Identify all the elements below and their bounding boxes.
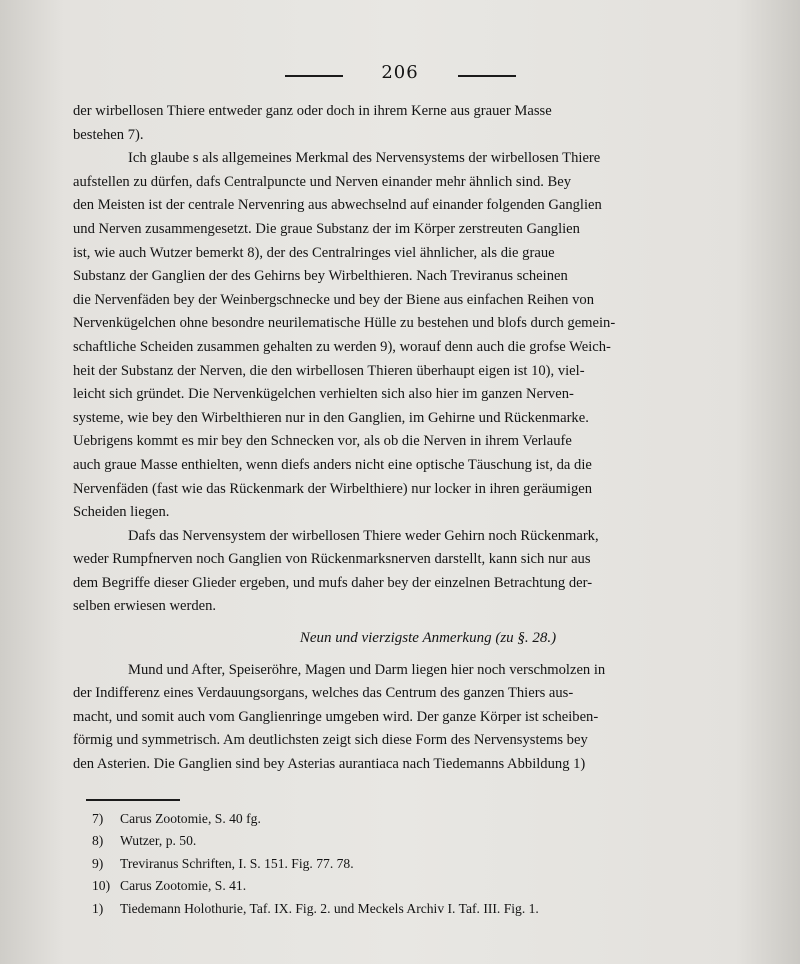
text-line: Mund und After, Speiseröhre, Magen und Darm liegen hier noch verschmolzen in [128,661,606,678]
footnote [92,853,772,875]
text-line: Ich glaube s als allgemeines Merkmal des Nervensystems der wirbellosen Thiere [128,150,601,167]
text-line: weder Rumpfnerven noch Ganglien von Rückenmarksnerven darstellt, kann sich nur aus [73,551,591,568]
text-line: dem Begriffe dieser Glieder ergeben, und mufs daher bey der einzelnen Betrachtung der- [73,574,593,591]
text-line: bestehen 7). [73,126,144,143]
header-rule-left [285,75,343,77]
footnote-text: Tiedemann Holothurie, Taf. IX. Fig. 2. und Meckels Archiv I. Taf. III. Fig. 1. [120,900,539,916]
footnote-rule [86,799,180,801]
page-number: 206 [381,62,419,83]
footnote [92,875,772,897]
footnotes [92,808,772,920]
footnote-text: Treviranus Schriften, I. S. 151. Fig. 77. 78. [120,855,354,871]
footnote-number: 7) [92,811,104,826]
text-line: und Nerven zusammengesetzt. Die graue Substanz der im Körper zerstreuten Ganglien [73,220,580,237]
footnote [92,808,772,830]
footnote-text: Carus Zootomie, S. 41. [120,878,247,894]
footnote-number: 9) [92,855,104,871]
paragraph-4 [73,659,783,777]
footnote-number: 1) [92,900,104,916]
main-text [73,100,783,777]
footnote-number: 8) [92,833,104,849]
text-line: aufstellen zu dürfen, dafs Centralpuncte und Nerven einander mehr ähnlich sind. Bey [73,173,572,190]
text-line: Scheiden liegen. [73,504,170,521]
text-line: selben erwiesen werden. [73,598,217,615]
text-line: die Nervenfäden bey der Weinbergschnecke und bey der Biene aus einfachen Reihen von [73,291,595,308]
paragraph-3 [73,525,783,619]
text-line: ist, wie auch Wutzer bemerkt 8), der des Centralringes viel ähnlicher, als die graue [73,244,555,261]
text-line: den Meisten ist der centrale Nervenring aus abwechselnd auf einander folgenden Ganglien [73,197,602,214]
text-line: Uebrigens kommt es mir bey den Schnecken vor, als ob die Nerven in ihrem Verlaufe [73,433,572,450]
text-line: systeme, wie bey den Wirbelthieren nur in den Ganglien, im Gehirne und Rückenmarke. [73,409,589,426]
text-line: schaftliche Scheiden zusammen gehalten zu werden 9), worauf denn auch die grofse Weich- [73,338,611,355]
footnote [92,830,772,852]
page-header [0,62,800,88]
text-line: auch graue Masse enthielten, wenn diefs anders nicht eine optische Täuschung ist, da die [73,456,592,473]
text-line: der wirbellosen Thiere entweder ganz oder doch in ihrem Kerne aus grauer Masse [73,103,552,119]
footnote-number: 10) [92,878,111,894]
text-line: Nervenfäden (fast wie das Rückenmark der Wirbelthiere) nur locker in ihren geräumigen [73,480,593,497]
text-line: heit der Substanz der Nerven, die den wirbellosen Thieren überhaupt eigen ist 10), viel- [73,362,585,379]
header-rule-right [458,75,516,77]
text-line: den Asterien. Die Ganglien sind bey Asterias aurantiaca nach Tiedemanns Abbildung 1) [73,756,586,773]
text-line: macht, und somit auch vom Ganglienringe umgeben wird. Der ganze Körper ist scheiben- [73,708,599,725]
paragraph-2 [73,147,783,525]
footnote [92,898,772,920]
text-line: der Indifferenz eines Verdauungsorgans, welches das Centrum des ganzen Thiers aus- [73,685,574,702]
text-line: Substanz der Ganglien der des Gehirns bey Wirbelthieren. Nach Treviranus scheinen [73,268,568,285]
paragraph-1 [73,100,783,147]
text-line: Nervenkügelchen ohne besondre neurilematische Hülle zu bestehen und blofs durch gemein- [73,315,616,332]
section-title: Neun und vierzigste Anmerkung (zu §. 28.) [299,630,557,647]
footnote-text: Carus Zootomie, S. 40 fg. [120,811,261,826]
text-line: Dafs das Nervensystem der wirbellosen Thiere weder Gehirn noch Rückenmark, [128,527,599,544]
text-line: förmig und symmetrisch. Am deutlichsten zeigt sich diese Form des Nervensystems bey [73,732,588,749]
text-line: leicht sich gründet. Die Nervenkügelchen verhielten sich also hier im ganzen Nerven- [73,386,574,403]
footnote-text: Wutzer, p. 50. [120,833,197,849]
